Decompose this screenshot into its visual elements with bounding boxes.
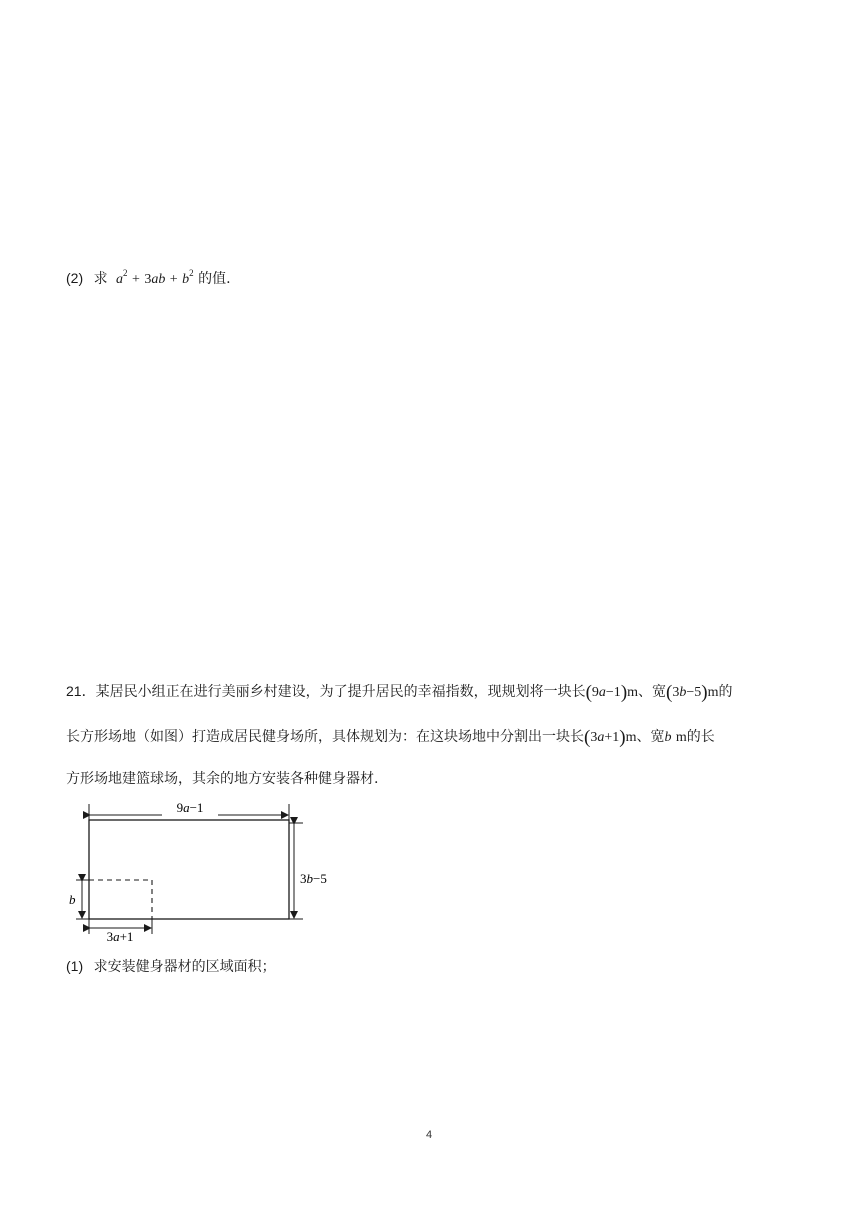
q21-line3: [66, 769, 378, 789]
part2-prefix: 求: [93, 271, 108, 287]
q21-line2-text: 长方形场地（如图）打造成居民健身场所，具体规划为：在这块场地中分割出一块长: [66, 729, 584, 745]
field-diagram: [62, 798, 352, 944]
q21-line2: 长方形场地（如图）打造成居民健身场所，具体规划为：在这块场地中分割出一块长(3a+1)m、宽b m的长: [66, 727, 715, 748]
bottom-dimension-label: 3a+1: [106, 929, 134, 944]
top-dimension-label: 9a−1: [176, 800, 204, 815]
part2-suffix: 的值.: [198, 271, 231, 287]
part1-text: 求安装健身器材的区域面积；: [93, 959, 276, 975]
part1-label: (1): [66, 958, 84, 974]
left-dimension-label: b: [69, 892, 76, 907]
part2-formula: $a^2 + 3ab + b^2$: [116, 268, 194, 287]
part2-label: (2): [66, 270, 84, 286]
part2-question: [66, 268, 231, 290]
q21-line1-text: 某居民小组正在进行美丽乡村建设，为了提升居民的幸福指数，现规划将一块长: [95, 684, 586, 700]
page-number: 4: [426, 1129, 433, 1141]
right-dimension-label: 3b−5: [300, 871, 327, 886]
outer-field-rect: [89, 820, 289, 919]
part1-question: [66, 956, 276, 977]
court-dashed-rect: [89, 880, 152, 919]
q21-line1: 21．某居民小组正在进行美丽乡村建设，为了提升居民的幸福指数，现规划将一块长(9a−1)m、宽(3b−5)m的: [66, 682, 733, 703]
q21-number: 21．: [66, 683, 96, 699]
q21-line3-text: 方形场地建篮球场，其余的地方安装各种健身器材.: [66, 771, 379, 787]
